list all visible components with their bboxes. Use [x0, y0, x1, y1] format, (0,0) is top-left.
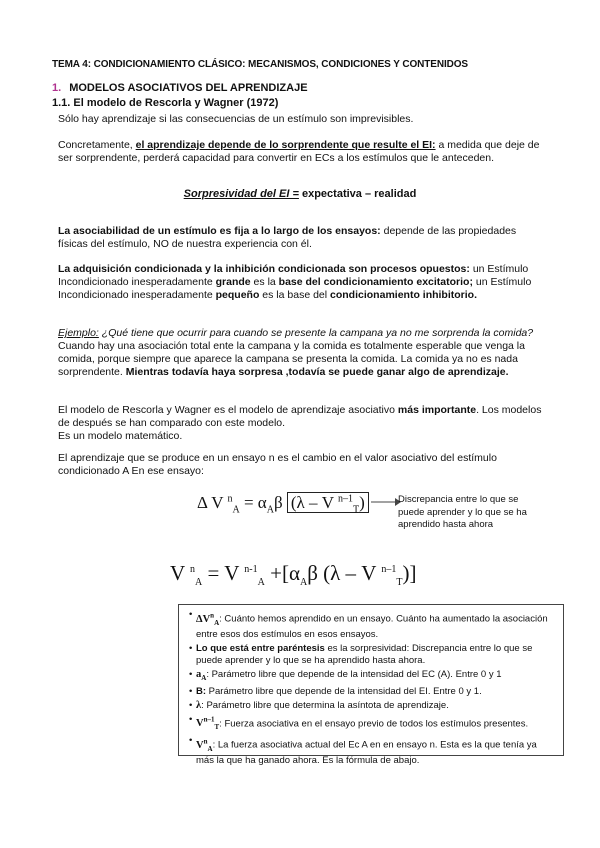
legend-text-alpha: : Parámetro libre que depende de la intensidad del EC (A). Entre 0 y 1 [206, 668, 502, 680]
paragraph-7: El aprendizaje que se produce en un ensayo n es el cambio en el valor asociativo del estímulo condicionado A En ese ensayo: [58, 452, 497, 477]
subsection-heading: 1.1. El modelo de Rescorla y Wagner (1972) [52, 97, 279, 109]
p6-text-c: . Los modelos de después se han comparado con este modelo. [58, 404, 542, 429]
parameters-legend-box [178, 604, 564, 766]
legend-text-v-current: : La fuerza asociativa actual del Ec A en en ensayo n. Esta es la que tenía ya más la que ha ganado ahora. Es la fórmula de abajo. [196, 739, 537, 766]
p4-text-h: es la base del [259, 289, 331, 301]
surprise-formula-line [0, 188, 600, 201]
p4-bold-i: condicionamiento inhibitorio. [330, 289, 478, 301]
v-update-equation: V $^n_A$ = V $^{n-1}_A +[\alpha_A\beta$ (λ – V $^{n-1}_T$)] [170, 561, 417, 589]
example-question: ¿Qué tiene que ocurrir para cuando se presente la campana ya no me sorprenda la comida? [98, 327, 534, 339]
p4-bold-c: grande [215, 276, 251, 288]
legend-bold-parenthesis: Lo que está entre paréntesis [196, 642, 325, 654]
equation-annotation: Discrepancia entre lo que se puede aprender y lo que se ha aprendido hasta ahora [398, 494, 527, 530]
p6-text-a: El modelo de Rescorla y Wagner es el modelo de aprendizaje asociativo [58, 404, 398, 416]
page-title: TEMA 4: CONDICIONAMIENTO CLÁSICO: MECANISMOS, CONDICIONES Y CONTENIDOS [52, 59, 468, 70]
legend-item-delta-v: • $\Delta V^n_A$: Cuánto hemos aprendido en un ensayo. Cuánto ha aumentado la asociación entre esos dos estímulos en esos ensayos. [189, 609, 557, 641]
legend-item-alpha: • $a_A$: Parámetro libre que depende de la intensidad del EC (A). Entre 0 y 1 [189, 669, 557, 684]
p4-text-d: es la [250, 276, 279, 288]
example-text: Cuando hay una asociación total ente la campana y la comida es totalmente esperable que venga la comida, porque siempre que aparece la campana se presenta la comida. La comida ya no es nada sorprendente. [58, 340, 525, 378]
legend-text-parenthesis: es la sorpresividad: Discrepancia entre lo que se puede aprender y lo que se ha aprendido hasta ahora. [196, 642, 533, 666]
paragraph-4 [58, 263, 548, 302]
legend-item-beta [189, 686, 557, 698]
delta-v-equation: Δ V $^n_A = \alpha_A\beta$ (λ – V $^{n-1}_T$) [197, 493, 369, 515]
p2-key-statement: el aprendizaje depende de lo sorprendente que resulte el EI: [135, 139, 436, 151]
legend-item-lambda: • λ: Parámetro libre que determina la asíntota de aprendizaje. [189, 700, 557, 712]
surprise-label: Sorpresividad del EI = [183, 188, 299, 200]
p2-text-a: Concretamente, [58, 139, 136, 151]
legend-item-v-total: • $V^{n-1}_T$: Fuerza asociativa en el ensayo previo de todos los estímulos presentes. [189, 714, 557, 734]
legend-text-lambda: : Parámetro libre que determina la asíntota de aprendizaje. [201, 699, 449, 711]
p4-text-f: un Estímulo Incondicionado inesperadamente [58, 276, 532, 301]
legend-text-v-total: : Fuerza asociativa en el ensayo previo de todos los estímulos presentes. [219, 718, 529, 730]
section-number: 1. [52, 82, 62, 94]
p6-text-d: Es un modelo matemático. [58, 430, 183, 442]
legend-bold-beta: B: [196, 685, 207, 697]
p4-bold-e: base del condicionamiento excitatorio; [278, 276, 473, 288]
p2-text-c: a medida que deje de ser sorprendente, perderá capacidad para convertir en ECs a los estímulos que le anteceden. [58, 139, 540, 164]
p4-text-b: un Estímulo Incondicionado inesperadamente [58, 263, 529, 288]
example-conclusion: Mientras todavía haya sorpresa ,todavía se puede ganar algo de aprendizaje. [125, 366, 509, 378]
paragraph-6 [58, 404, 548, 443]
paragraph-5-example [58, 327, 548, 379]
p4-bold-g: pequeño [215, 289, 260, 301]
p6-bold: más importante [397, 404, 477, 416]
paragraph-1: Sólo hay aprendizaje si las consecuencias de un estímulo son imprevisibles. [58, 113, 414, 125]
surprise-definition: expectativa – realidad [298, 188, 417, 200]
p3-bold: La asociabilidad de un estímulo es fija a lo largo de los ensayos: [58, 225, 381, 237]
legend-item-parenthesis [189, 643, 557, 667]
section-label: MODELOS ASOCIATIVOS DEL APRENDIZAJE [69, 82, 308, 94]
legend-text-beta: Parámetro libre que depende de la intensidad del EI. Entre 0 y 1. [206, 685, 482, 697]
legend-text-delta-v: : Cuánto hemos aprendido en un ensayo. Cuánto ha aumentado la asociación entre esos dos estímulos en esos ensayos. [196, 613, 548, 640]
arrow-icon [371, 497, 401, 507]
p4-bold-a: La adquisición condicionada y la inhibición condicionada son procesos opuestos: [58, 263, 470, 275]
paragraph-3 [58, 225, 548, 251]
legend-item-v-current: • $V^n_A$: La fuerza asociativa actual del Ec A en en ensayo n. Esta es la que tenía ya más la que ha ganado ahora. Es la fórmula de abajo. [189, 735, 557, 767]
paragraph-2 [58, 139, 548, 165]
p3-text: depende de las propiedades físicas del estímulo, NO de nuestra experiencia con él. [58, 225, 517, 250]
example-label: Ejemplo: [58, 327, 99, 339]
section-heading [52, 82, 308, 95]
